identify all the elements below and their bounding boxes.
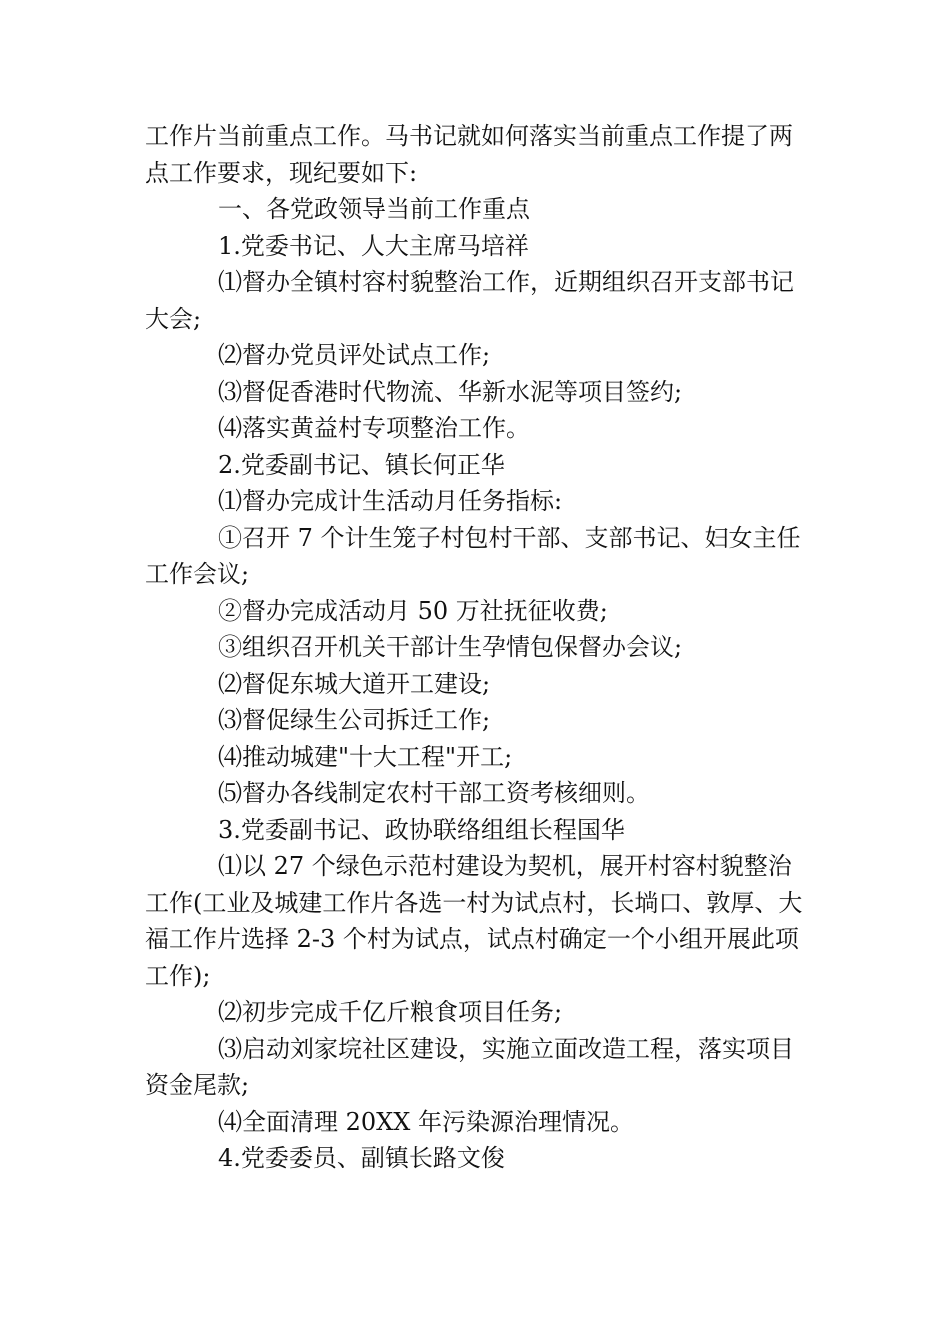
list-item: ⑷落实黄益村专项整治工作。 — [218, 414, 530, 442]
paragraph-intro: 工作片当前重点工作。马书记就如何落实当前重点工作提了两点工作要求，现纪要如下: — [145, 122, 793, 187]
leader-heading: 3.党委副书记、政协联络组组长程国华 — [218, 815, 625, 844]
leader-heading: 2.党委副书记、镇长何正华 — [218, 450, 505, 479]
list-item: ⑶启动刘家垸社区建设，实施立面改造工程，落实项目资金尾款; — [145, 1034, 794, 1099]
document-body — [145, 118, 805, 1177]
leader-heading: 1.党委书记、人大主席马培祥 — [218, 231, 529, 260]
sub-list-item: ①召开 7 个计生笼子村包村干部、支部书记、妇女主任工作会议; — [145, 523, 801, 588]
list-item: ⑴以 27 个绿色示范村建设为契机，展开村容村貌整治工作(工业及城建工作片各选一村为试点村，长埫口、敦厚、大福工作片选择 2-3 个村为试点，试点村确定一个小组开展此项工作); — [145, 852, 803, 990]
leader-heading: 4.党委委员、副镇长路文俊 — [218, 1144, 505, 1172]
list-item: ⑵督促东城大道开工建设; — [218, 669, 491, 698]
list-item: ⑷推动城建"十大工程"开工; — [218, 742, 513, 771]
sub-list-item: ②督办完成活动月 50 万社抚征收费; — [218, 596, 608, 625]
list-item: ⑴督办全镇村容村貌整治工作，近期组织召开支部书记大会; — [145, 268, 794, 333]
list-item: ⑴督办完成计生活动月任务指标: — [218, 487, 563, 515]
list-item: ⑵督办党员评处试点工作; — [218, 341, 491, 369]
sub-list-item: ③组织召开机关干部计生孕情包保督办会议; — [218, 633, 683, 661]
list-item: ⑵初步完成千亿斤粮食项目任务; — [218, 998, 563, 1026]
list-item: ⑶督促香港时代物流、华新水泥等项目签约; — [218, 377, 683, 406]
section-heading: 一、各党政领导当前工作重点 — [218, 195, 530, 223]
list-item: ⑸督办各线制定农村干部工资考核细则。 — [218, 779, 650, 807]
list-item: ⑷全面清理 20XX 年污染源治理情况。 — [218, 1107, 634, 1136]
list-item: ⑶督促绿生公司拆迁工作; — [218, 706, 491, 734]
